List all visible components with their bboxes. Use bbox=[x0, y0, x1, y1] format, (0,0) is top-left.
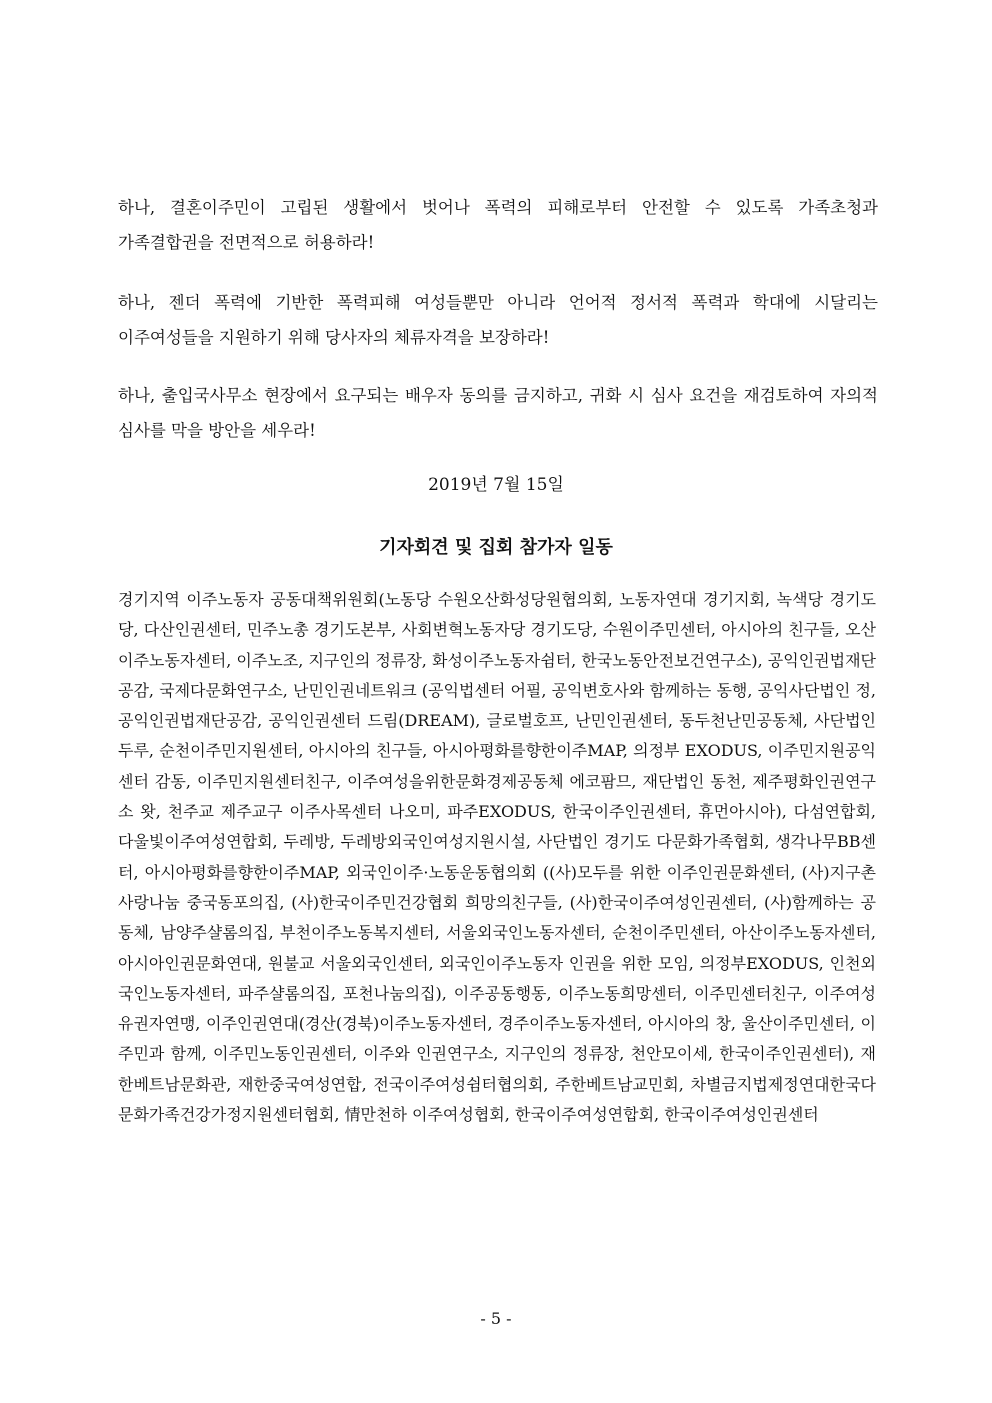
participants-list: 경기지역 이주노동자 공동대책위원회(노동당 수원오산화성당원협의회, 노동자연대 경기지회, 녹색당 경기도당, 다산인권센터, 민주노총 경기도본부, 사회변혁노동자당 경기도당, 수원이주민센터, 아시아의 친구들, 오산이주노동자센터, 이주노조, 지구인의 정류장, 화성이주노동자쉼터, 한국노동안전보건연구소), 공익인권법재단공감, 국제다문화연구소, 난민인권네트워크 (공익법센터 어필, 공익변호사와 함께하는 동행, 공익사단법인 정, 공익인권법재단공감, 공익인권센터 드림(DREAM), 글로벌호프, 난민인권센터, 동두천난민공동체, 사단법인두루, 순천이주민지원센터, 아시아의 친구들, 아시아평화를향한이주MAP, 의정부 EXODUS, 이주민지원공익센터 감동, 이주민지원센터친구, 이주여성을위한문화경제공동체 에코팜므, 재단법인 동천, 제주평화인권연구소 왓, 천주교 제주교구 이주사목센터 나오미, 파주EXODUS, 한국이주인권센터, 휴먼아시아), 다섬연합회, 다울빛이주여성연합회, 두레방, 두레방외국인여성지원시설, 사단법인 경기도 다문화가족협회, 생각나무BB센터, 아시아평화를향한이주MAP, 외국인이주·노동운동협의회 ((사)모두를 위한 이주인권문화센터, (사)지구촌사랑나눔 중국동포의집, (사)한국이주민건강협회 희망의친구들, (사)한국이주여성인권센터, (사)함께하는 공동체, 남양주샬롬의집, 부천이주노동복지센터, 서울외국인노동자센터, 순천이주민센터, 아산이주노동자센터, 아시아인권문화연대, 원불교 서울외국인센터, 외국인이주노동자 인권을 위한 모임, 의정부EXODUS, 인천외국인노동자센터, 파주샬롬의집, 포천나눔의집), 이주공동행동, 이주노동희망센터, 이주민센터친구, 이주여성유권자연맹, 이주인권연대(경산(경북)이주노동자센터, 경주이주노동자센터, 아시아의 창, 울산이주민센터, 이주민과 함께, 이주민노동인권센터, 이주와 인권연구소, 지구인의 정류장, 천안모이세, 한국이주인권센터), 재한베트남문화관, 재한중국여성연합, 전국이주여성쉼터협의회, 주한베트남교민회, 차별금지법제정연대한국다문화가족건강가정지원센터협회, 情만천하 이주여성협회, 한국이주여성연합회, 한국이주여성인권센터 bbox=[118, 590, 876, 1125]
page-number: - 5 - bbox=[480, 1309, 512, 1328]
demand-paragraph: 하나, 결혼이주민이 고립된 생활에서 벗어나 폭력의 피해로부터 안전할 수 있도록 가족초청과 가족결합권을 전면적으로 허용하라! bbox=[118, 198, 878, 252]
document-date: 2019년 7월 15일 bbox=[428, 475, 564, 495]
demand-paragraph: 하나, 젠더 폭력에 기반한 폭력피해 여성들뿐만 아니라 언어적 정서적 폭력과 학대에 시달리는 이주여성들을 지원하기 위해 당사자의 체류자격을 보장하라! bbox=[118, 293, 878, 347]
demand-paragraph: 하나, 출입국사무소 현장에서 요구되는 배우자 동의를 금지하고, 귀화 시 심사 요건을 재검토하여 자의적 심사를 막을 방안을 세우라! bbox=[118, 386, 878, 440]
participants-heading: 기자회견 및 집회 참가자 일동 bbox=[379, 537, 613, 558]
